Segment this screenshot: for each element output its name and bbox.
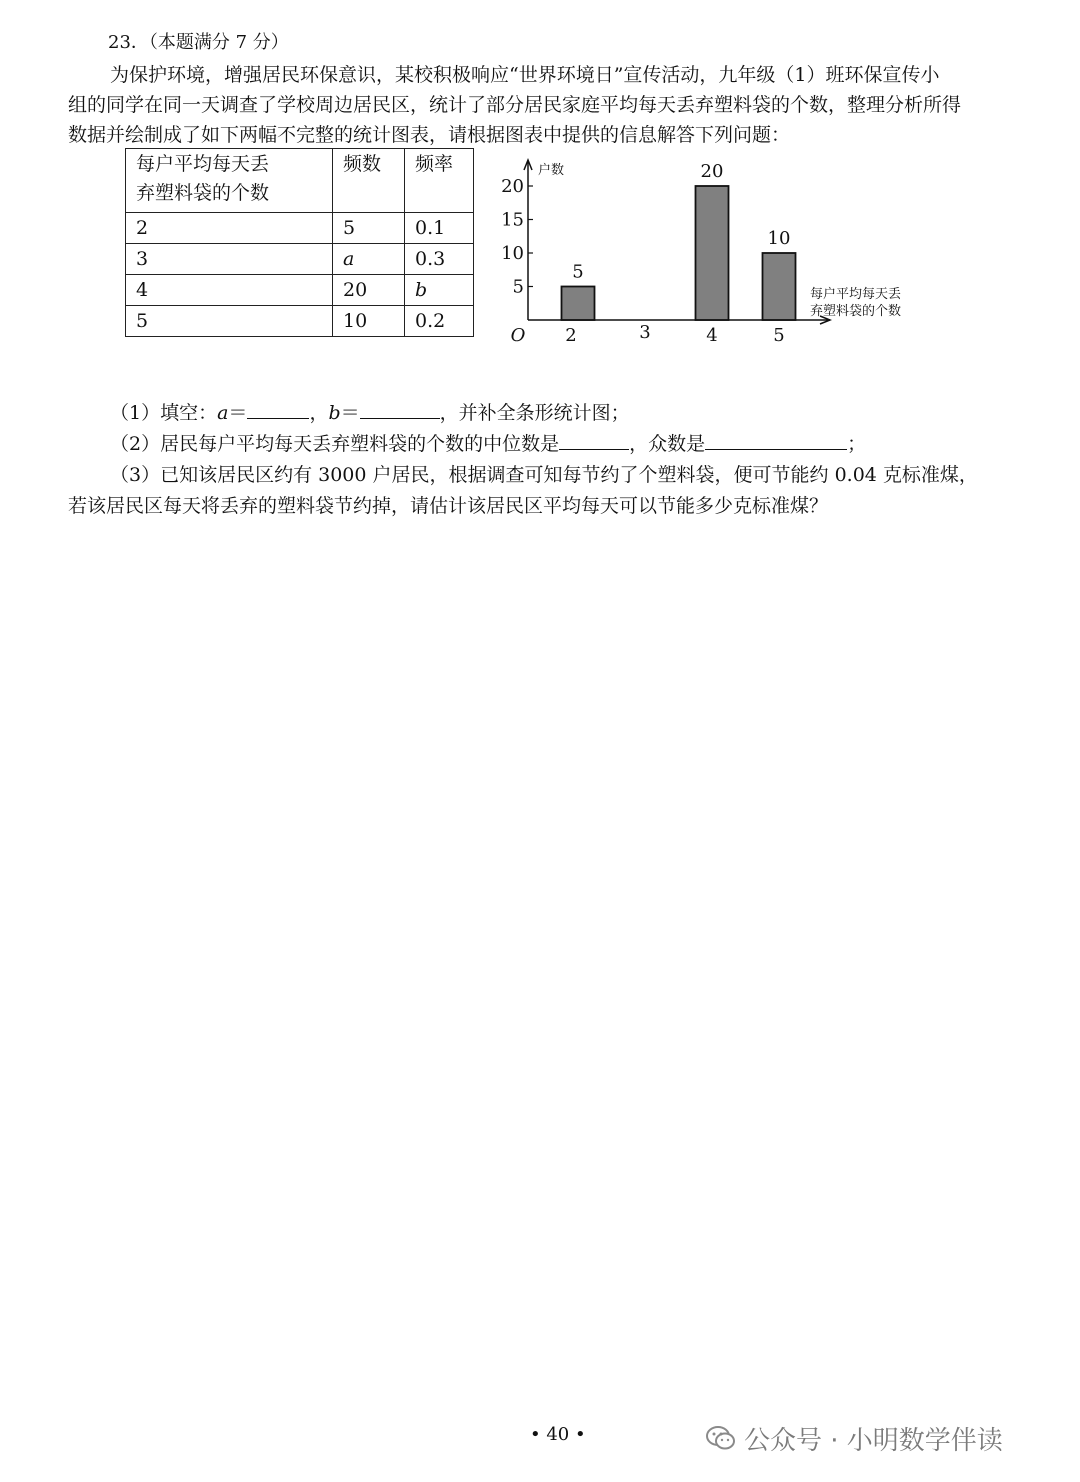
bar-value-label: 20 [700,161,724,182]
y-tick-label: 5 [512,276,524,298]
answer-blank-a[interactable] [247,400,309,419]
table-cell: a [333,244,405,275]
bar-value-label: 10 [767,228,791,249]
intro-line-3: 数据并绘制成了如下两幅不完整的统计图表，请根据图表中提供的信息解答下列问题： [68,124,791,146]
watermark: 公众号 · 小明数学伴读 [706,1420,1003,1458]
x-tick-label: 5 [773,325,785,346]
wechat-icon [706,1425,736,1458]
part-1: （1）填空：a＝ ，b＝ ，并补全条形统计图； [110,402,630,424]
y-tick-label: 10 [501,243,524,264]
y-axis-label: 户数 [538,163,565,178]
table-header-row [126,149,474,213]
page-number: • 40 • [530,1424,586,1445]
y-tick-label: 20 [501,176,524,197]
table-cell: 2 [126,213,333,244]
origin-label: O [510,325,526,346]
table-cell: 5 [126,306,333,337]
intro-line-1: 为保护环境，增强居民环保意识，某校积极响应“世界环境日”宣传活动，九年级（1）班环保宣传小 [110,64,940,86]
table-cell: 10 [333,306,405,337]
table-header-rate: 频率 [405,149,474,213]
table-cell: b [405,275,474,306]
bar [562,287,595,321]
bar-value-label: 5 [572,261,584,283]
table-row [126,275,474,306]
bar-chart [490,150,930,350]
part-3-line-1: （3）已知该居民区约有 3000 户居民，根据调查可知每节约了个塑料袋，便可节能约 0.04 克标准煤， [110,464,978,486]
x-tick-label: 2 [565,325,577,346]
y-tick-label: 15 [501,209,524,231]
bar [696,186,729,320]
table-row [126,306,474,337]
x-tick-label: 4 [706,325,718,346]
intro-line-2: 组的同学在同一天调查了学校周边居民区，统计了部分居民家庭平均每天丢弃塑料袋的个数，整理分析所得 [68,94,962,116]
table-header-count: 每户平均每天丢 弃塑料袋的个数 [126,149,333,213]
bar [763,253,796,320]
table-cell: 5 [333,213,405,244]
table-cell: 20 [333,275,405,306]
table-row [126,213,474,244]
table-header-frequency: 频数 [333,149,405,213]
table-row [126,244,474,275]
answer-blank-median[interactable] [559,431,629,450]
table-cell: 3 [126,244,333,275]
x-axis-label: 弃塑料袋的个数 [810,304,902,319]
chart-bars [562,186,796,320]
x-axis-label: 每户平均每天丢 [810,287,902,302]
part-2: （2）居民每户平均每天丢弃塑料袋的个数的中位数是 ，众数是 ； [110,433,867,455]
answer-blank-b[interactable] [360,400,440,419]
frequency-table [125,148,474,337]
answer-blank-mode[interactable] [705,431,847,450]
table-cell: 0.1 [405,213,474,244]
table-cell: 0.3 [405,244,474,275]
part-3-line-2: 若该居民区每天将丢弃的塑料袋节约掉，请估计该居民区平均每天可以节能多少克标准煤？ [68,495,829,517]
question-header: 23．（本题满分 7 分） [108,32,289,53]
x-tick-label: 3 [639,322,651,343]
table-cell: 4 [126,275,333,306]
table-cell: 0.2 [405,306,474,337]
